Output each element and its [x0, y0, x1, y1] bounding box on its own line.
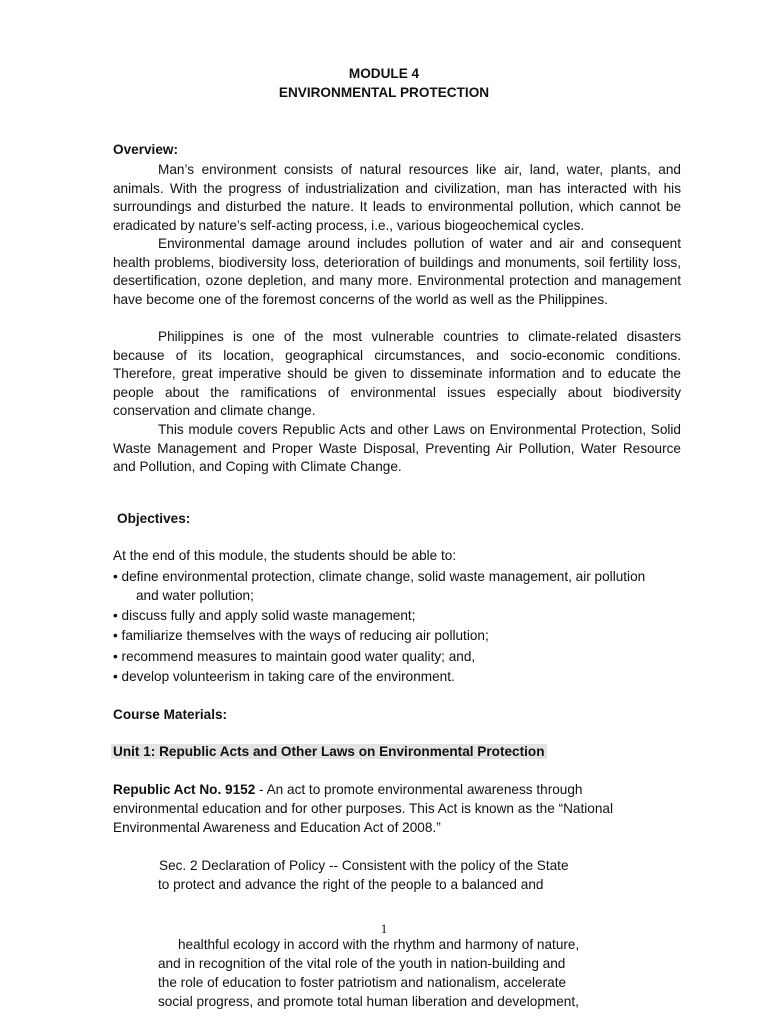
page-number: 1 [380, 921, 388, 936]
continuation-line-1: healthful ecology in accord with the rhythm and harmony of nature, [178, 937, 580, 952]
republic-act-line-2: environmental education and for other purposes. This Act is known as the “National [113, 801, 613, 816]
objective-item-continuation: and water pollution; [136, 588, 254, 603]
continuation-line-4: social progress, and promote total human liberation and development, [158, 994, 579, 1009]
unit-title [111, 742, 547, 761]
objective-item: • familiarize themselves with the ways of reducing air pollution; [113, 628, 489, 643]
republic-act-line-1: Republic Act No. 9152 - An act to promote environmental awareness through [113, 782, 583, 797]
objectives-intro: At the end of this module, the students should be able to: [113, 548, 457, 563]
module-number: MODULE 4 [348, 66, 420, 81]
objective-item: • recommend measures to maintain good water quality; and, [113, 649, 476, 664]
objective-item: • discuss fully and apply solid waste management; [113, 608, 416, 623]
overview-paragraph-4: This module covers Republic Acts and other Laws on Environmental Protection, Solid Waste Management and Proper Waste Disposal, Preventing Air Pollution, Water Resource and Pollution, and Coping with Climate Change. [113, 422, 681, 475]
objectives-heading: Objectives: [117, 511, 191, 526]
overview-heading: Overview: [113, 142, 178, 157]
continuation-line-3: the role of education to foster patriotism and nationalism, accelerate [158, 975, 567, 990]
section-line-2: to protect and advance the right of the people to a balanced and [158, 877, 544, 892]
continuation-line-2: and in recognition of the vital role of the youth in nation-building and [158, 956, 566, 971]
objective-item: • define environmental protection, climate change, solid waste management, air pollution [113, 569, 646, 584]
overview-paragraph-1: Man’s environment consists of natural resources like air, land, water, plants, and animals. With the progress of industrialization and civilization, man has interacted with his surroundings and disturbed the nature. It leads to environmental pollution, which cannot be eradicated by nature’s self-acting process, i.e., various biogeochemical cycles. [113, 162, 681, 233]
module-title: ENVIRONMENTAL PROTECTION [278, 85, 490, 100]
overview-paragraph-3: Philippines is one of the most vulnerable countries to climate-related disasters because of its location, geographical circumstances, and socio-economic conditions. Therefore, great imperative should be given to disseminate information and to educate the people about the ramifications of environmental issues especially about biodiversity conservation and climate change. [113, 329, 681, 419]
republic-act-line-3: Environmental Awareness and Education Act of 2008.” [113, 820, 441, 835]
unit-title-text: Unit 1: Republic Acts and Other Laws on Environmental Protection [113, 744, 545, 759]
republic-act-name: Republic Act No. 9152 [113, 782, 256, 797]
course-materials-heading: Course Materials: [113, 707, 228, 722]
section-line-1: Sec. 2 Declaration of Policy -- Consistent with the policy of the State [159, 858, 569, 873]
objective-item: • develop volunteerism in taking care of the environment. [113, 669, 455, 684]
overview-paragraph-2: Environmental damage around includes pollution of water and air and consequent health problems, biodiversity loss, deterioration of buildings and monuments, soil fertility loss, desertification, ozone depletion, and many more. Environmental protection and management have become one of the foremost concerns of the world as well as the Philippines. [113, 236, 681, 307]
